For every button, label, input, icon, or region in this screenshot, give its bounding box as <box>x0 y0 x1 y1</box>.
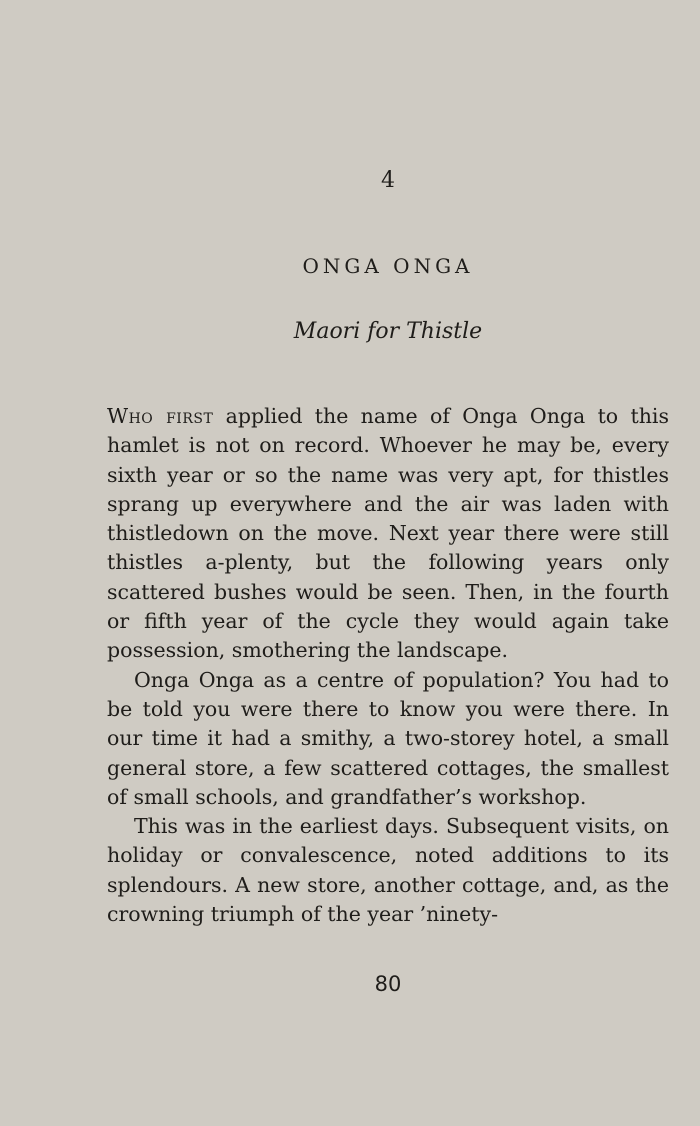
paragraph-2: Onga Onga as a centre of population? You had to be told you were there to know you were there. In our time it had a smithy, a two-storey hotel, a small general store, a few scattered cottages, the smallest of small schools, and grandfather’s workshop. <box>107 667 669 809</box>
chapter-subtitle: Maori for Thistle <box>293 319 483 344</box>
body-text <box>107 402 669 929</box>
chapter-number: 4 <box>381 168 395 193</box>
paragraph-3: This was in the earliest days. Subsequent visits, on holiday or convalescence, noted additions to its splendours. A new store, another cottage, and, as the crowning triumph of the year ’ninety- <box>107 814 669 927</box>
paragraph-1 <box>107 402 669 666</box>
paragraph-1-text: applied the name of Onga Onga to this hamlet is not on record. Whoever he may be, every sixth year or so the name was very apt, for thistles sprang up everywhere and the air was laden with thistledown on the move. Next year there were still thistles a-plenty, but the following years only scattered bushes would be seen. Then, in the fourth or fifth year of the cycle they would again take possession, smothering the landscape. <box>107 404 669 663</box>
chapter-title: ONGA ONGA <box>302 254 474 278</box>
page-number: 80 <box>374 972 402 996</box>
lead-words: Who first <box>107 404 214 428</box>
